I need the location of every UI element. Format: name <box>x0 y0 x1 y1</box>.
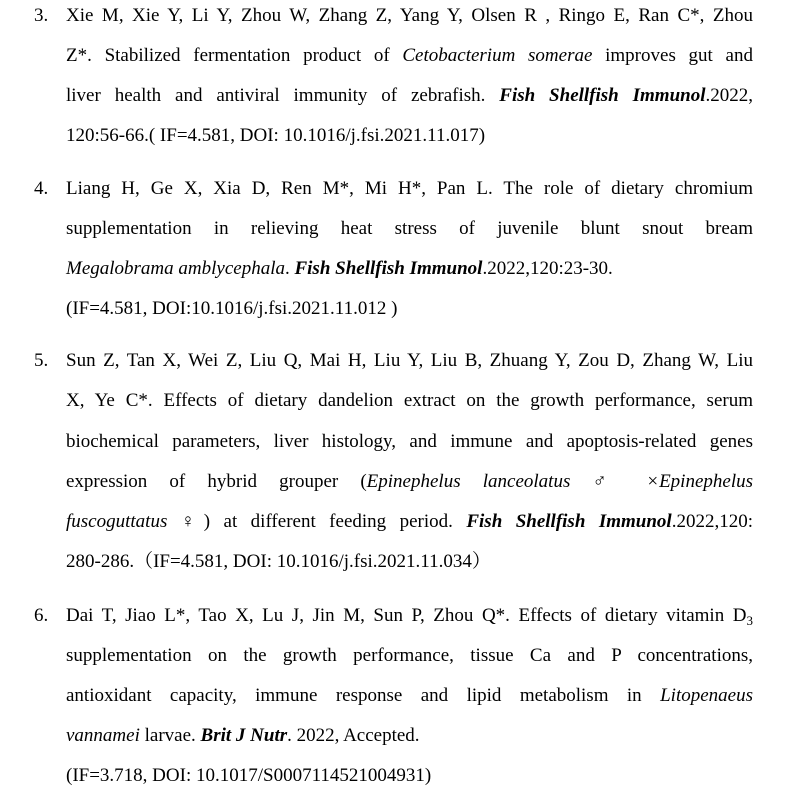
reference-line: X, Ye C*. Effects of dietary dandelion extract on the growth performance, serum <box>66 390 753 411</box>
reference-line: (IF=4.581, DOI:10.1016/j.fsi.2021.11.012 ) <box>66 298 398 319</box>
reference-line: Dai T, Jiao L*, Tao X, Lu J, Jin M, Sun P, Zhou Q*. Effects of dietary vitamin $D_3$ <box>66 605 753 628</box>
reference-line: Sun Z, Tan X, Wei Z, Liu Q, Mai H, Liu Y, Liu B, Zhuang Y, Zou D, Zhang W, Liu <box>66 350 753 371</box>
reference-line: 120:56-66.( IF=4.581, DOI: 10.1016/j.fsi.2021.11.017) <box>66 125 486 146</box>
reference-line: (IF=3.718, DOI: 10.1017/S0007114521004931) <box>66 765 432 786</box>
species-name: Megalobrama amblycephala <box>66 258 285 279</box>
reference-number: 6. <box>34 605 49 626</box>
reference-line: Z*. Stabilized fermentation product of Cetobacterium somerae improves gut and <box>66 45 753 66</box>
reference-line: expression of hybrid grouper (Epinephelus lanceolatus ♂ ×Epinephelus <box>66 471 753 492</box>
reference-line: vannamei larvae. Brit J Nutr. 2022, Accepted. <box>66 725 420 746</box>
reference-line: antioxidant capacity, immune response and lipid metabolism in Litopenaeus <box>66 685 753 706</box>
journal-name: Fish Shellfish Immunol <box>466 511 672 532</box>
reference-line: fuscoguttatus ♀) at different feeding period. Fish Shellfish Immunol.2022,120: <box>66 511 753 532</box>
species-name: fuscoguttatus ♀ <box>66 511 204 532</box>
journal-name: Brit J Nutr <box>200 725 288 746</box>
species-name: vannamei <box>66 725 140 746</box>
species-name: Epinephelus lanceolatus ♂ ×Epinephelus <box>366 471 753 492</box>
subscript: 3 <box>746 613 753 628</box>
reference-line: supplementation on the growth performance, tissue Ca and P concentrations, <box>66 645 753 666</box>
reference-line: Xie M, Xie Y, Li Y, Zhou W, Zhang Z, Yang Y, Olsen R , Ringo E, Ran C*, Zhou <box>66 5 753 26</box>
reference-line: supplementation in relieving heat stress of juvenile blunt snout bream <box>66 218 753 239</box>
reference-line: 280-286.（IF=4.581, DOI: 10.1016/j.fsi.2021.11.034） <box>66 551 491 572</box>
reference-line: Megalobrama amblycephala. Fish Shellfish Immunol.2022,120:23-30. <box>66 258 613 279</box>
species-name: Cetobacterium somerae <box>402 45 593 66</box>
journal-name: Fish Shellfish Immunol <box>499 85 706 106</box>
species-name: Litopenaeus <box>660 685 753 706</box>
reference-line: biochemical parameters, liver histology, and immune and apoptosis-related genes <box>66 431 753 452</box>
journal-name: Fish Shellfish Immunol <box>294 258 483 279</box>
reference-line: Liang H, Ge X, Xia D, Ren M*, Mi H*, Pan L. The role of dietary chromium <box>66 178 753 199</box>
reference-line: liver health and antiviral immunity of zebrafish. Fish Shellfish Immunol.2022, <box>66 85 753 106</box>
reference-number: 3. <box>34 5 49 26</box>
reference-number: 5. <box>34 350 49 371</box>
reference-number: 4. <box>34 178 49 199</box>
